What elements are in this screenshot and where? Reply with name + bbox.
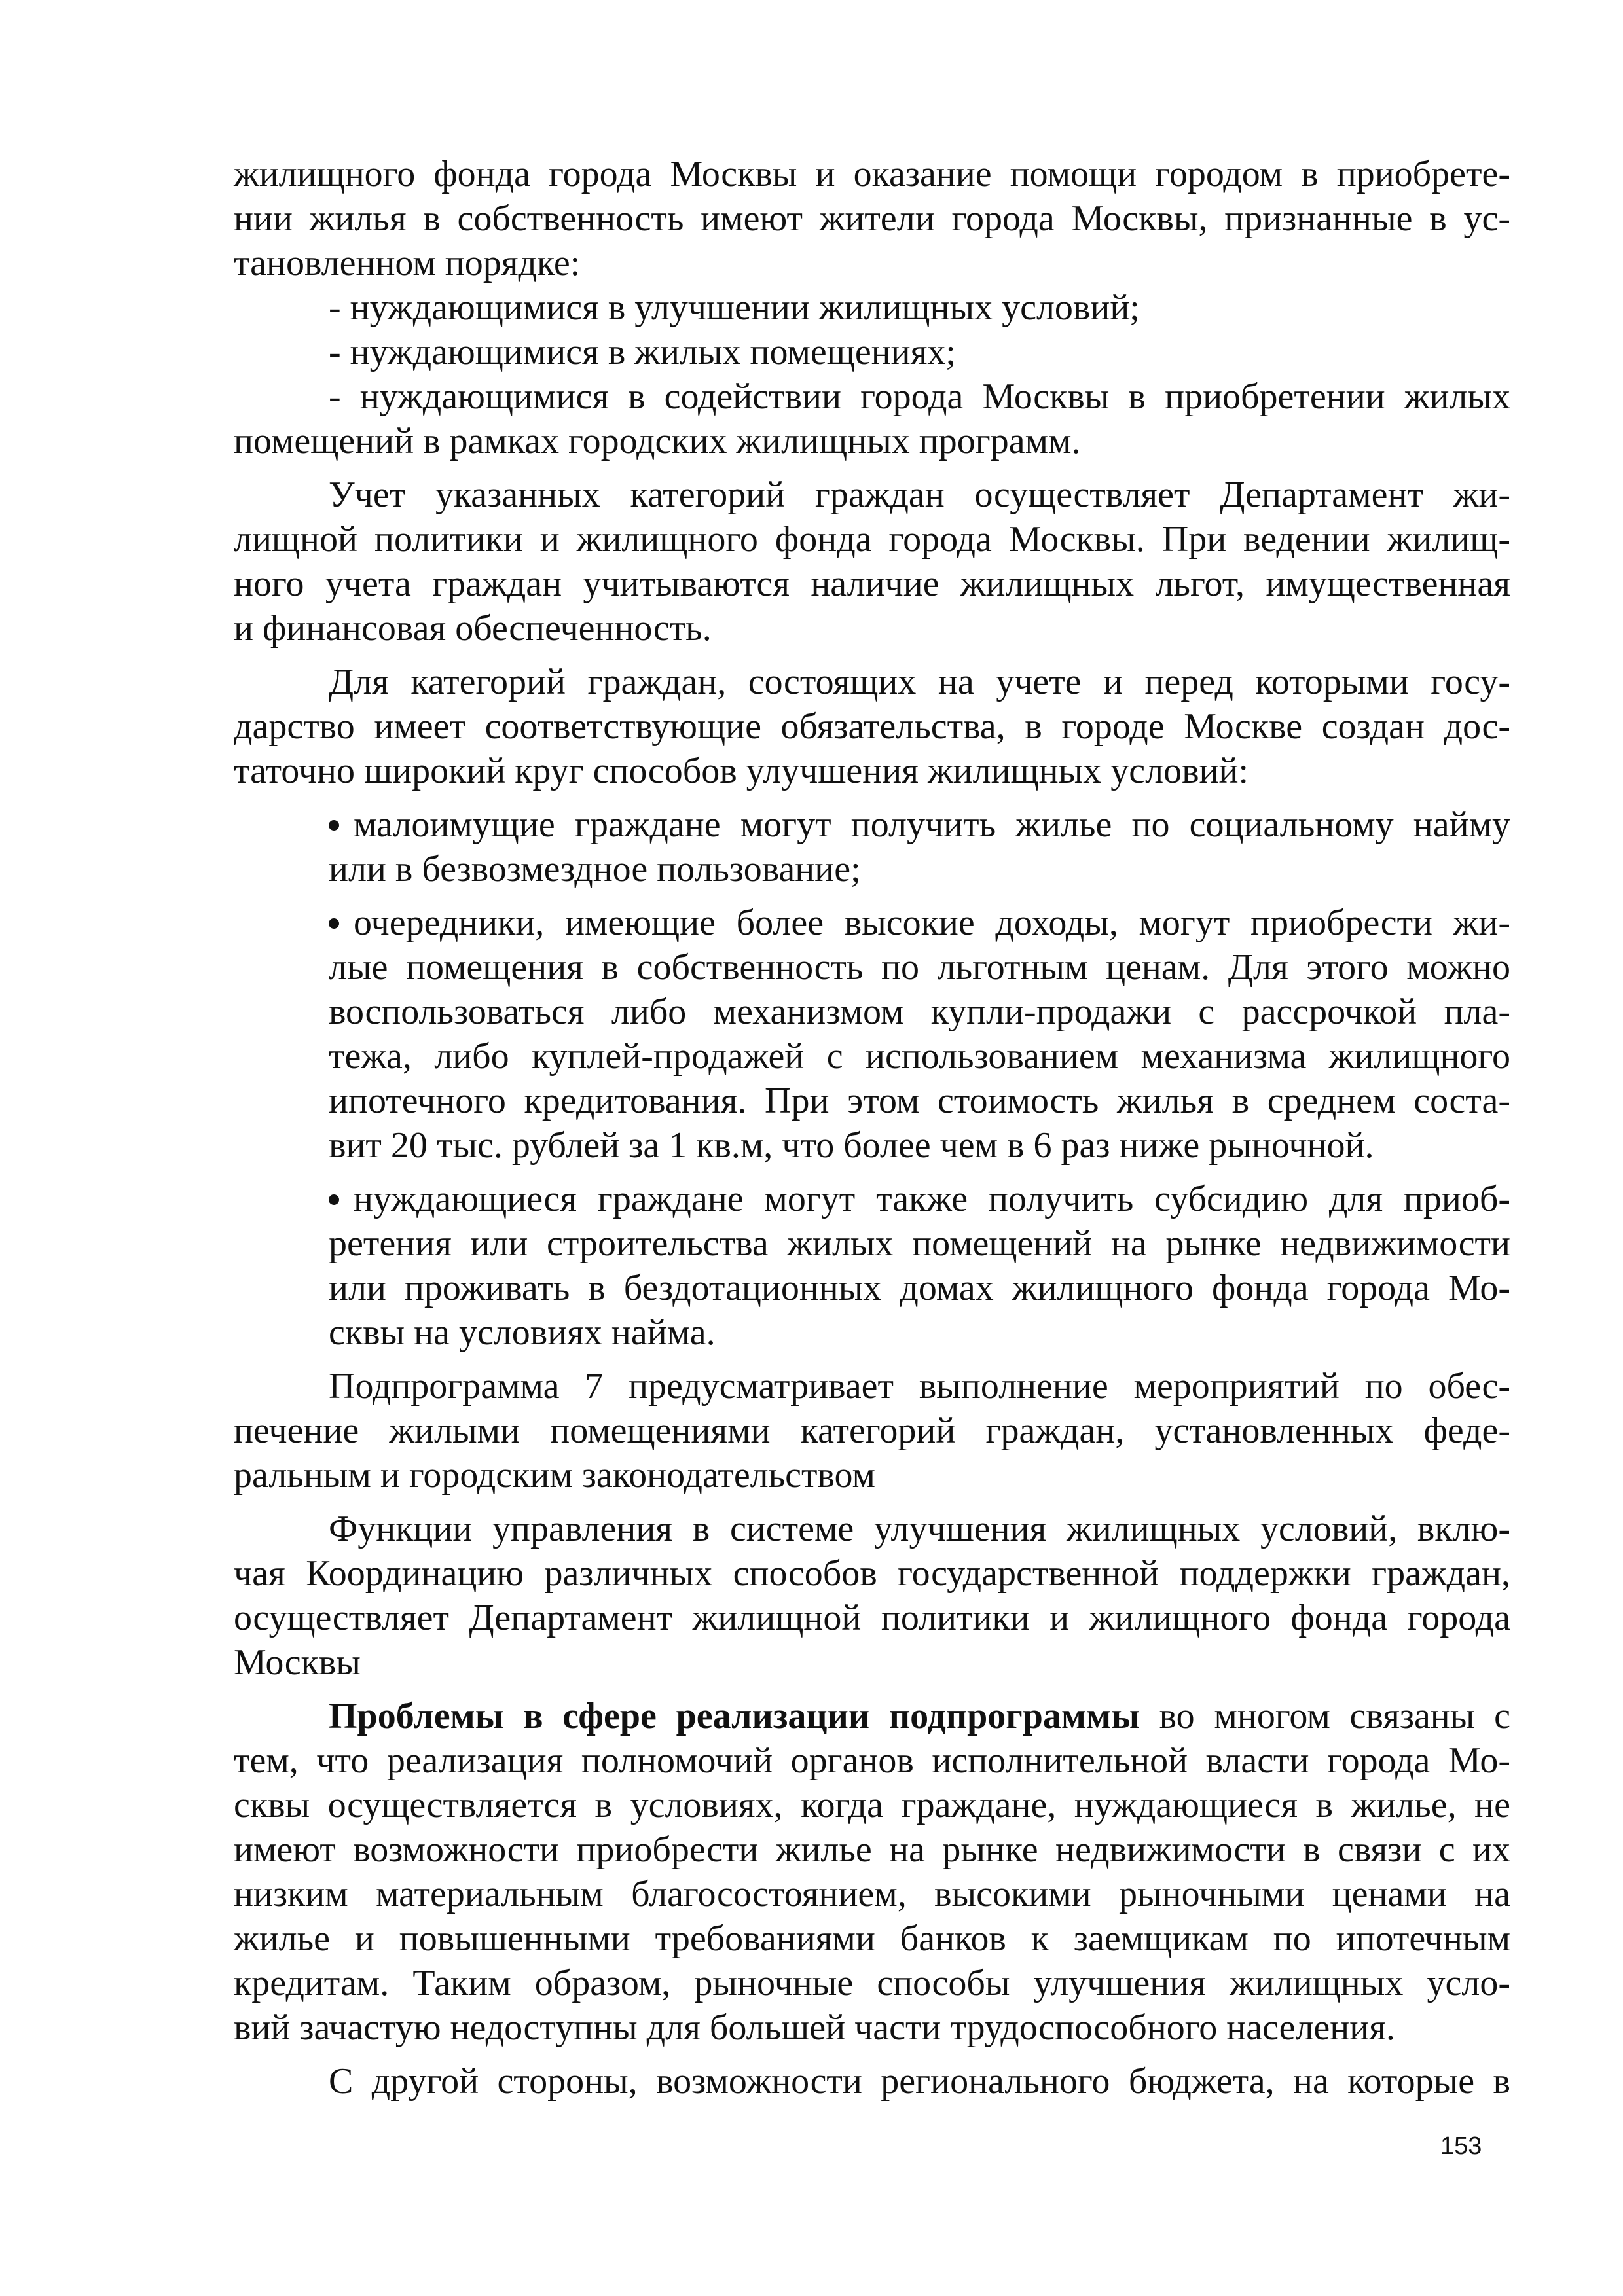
dash-list-item bbox=[234, 374, 1510, 463]
text-line: кредитам. Таким образом, рыночные способы улучшения жилищных усло- bbox=[234, 1963, 1510, 2003]
text-line: тановленном порядке: bbox=[234, 243, 581, 283]
text-line: - нуждающимися в улучшении жилищных условий; bbox=[329, 287, 1140, 328]
paragraph bbox=[234, 473, 1510, 651]
text-line: Москвы bbox=[234, 1642, 361, 1683]
text-line: имеют возможности приобрести жилье на рынке недвижимости в связи с их bbox=[234, 1829, 1510, 1870]
text-line: сквы на условиях найма. bbox=[329, 1312, 716, 1353]
text-line: тем, что реализация полномочий органов исполнительной власти города Мо- bbox=[234, 1740, 1510, 1781]
paragraph bbox=[234, 152, 1510, 285]
paragraph bbox=[234, 1694, 1510, 2050]
text-line: Подпрограмма 7 предусматривает выполнение мероприятий по обес- bbox=[329, 1366, 1510, 1407]
text-line: лые помещения в собственность по льготным ценам. Для этого можно bbox=[329, 947, 1510, 988]
text-run: во многом связаны с bbox=[1139, 1696, 1510, 1736]
text-line: осуществляет Департамент жилищной политики и жилищного фонда города bbox=[234, 1598, 1510, 1638]
text-line: помещений в рамках городских жилищных программ. bbox=[234, 421, 1081, 461]
bullet-icon bbox=[329, 918, 339, 929]
text-line bbox=[234, 1694, 1510, 1738]
text-line: лищной политики и жилищного фонда города Москвы. При ведении жилищ- bbox=[234, 519, 1510, 560]
text-line: таточно широкий круг способов улучшения жилищных условий: bbox=[234, 751, 1249, 791]
text-line bbox=[234, 802, 1510, 847]
bold-lead: Проблемы в сфере реализации подпрограммы bbox=[329, 1696, 1140, 1736]
text-line: сквы осуществляется в условиях, когда граждане, нуждающиеся в жилье, не bbox=[234, 1785, 1510, 1825]
text-line: ипотечного кредитования. При этом стоимость жилья в среднем соста- bbox=[329, 1081, 1510, 1121]
document-page bbox=[234, 152, 1510, 2104]
text-line: низким материальным благосостоянием, высокими рыночными ценами на bbox=[234, 1874, 1510, 1914]
paragraph bbox=[234, 660, 1510, 793]
text-line: ного учета граждан учитываются наличие жилищных льгот, имущественная bbox=[234, 564, 1510, 604]
paragraph bbox=[234, 1364, 1510, 1498]
bullet-icon bbox=[329, 1194, 339, 1205]
dash-list-item bbox=[234, 285, 1510, 330]
text-line bbox=[234, 1177, 1510, 1221]
paragraph bbox=[234, 1507, 1510, 1685]
text-line: чая Координацию различных способов государственной поддержки граждан, bbox=[234, 1553, 1510, 1594]
text-line: жилищного фонда города Москвы и оказание помощи городом в приобрете- bbox=[234, 154, 1510, 194]
bullet-item bbox=[234, 901, 1510, 1168]
text-line: Функции управления в системе улучшения жилищных условий, вклю- bbox=[329, 1509, 1510, 1549]
paragraph bbox=[234, 2059, 1510, 2104]
bullet-text: очередники, имеющие более высокие доходы, могут приобрести жи- bbox=[354, 903, 1510, 943]
text-line: жилье и повышенными требованиями банков к заемщикам по ипотечным bbox=[234, 1918, 1510, 1959]
text-line: нии жилья в собственность имеют жители города Москвы, признанные в ус- bbox=[234, 198, 1510, 239]
bullet-item bbox=[234, 802, 1510, 891]
text-line: ральным и городским законодательством bbox=[234, 1455, 875, 1496]
text-line: ретения или строительства жилых помещений на рынке недвижимости bbox=[329, 1223, 1510, 1264]
text-line: - нуждающимися в жилых помещениях; bbox=[329, 332, 956, 372]
text-line: С другой стороны, возможности регионального бюджета, на которые в bbox=[329, 2061, 1510, 2102]
text-line: вий зачастую недоступны для большей части трудоспособного населения. bbox=[234, 2007, 1395, 2048]
text-line: тежа, либо куплей-продажей с использованием механизма жилищного bbox=[329, 1036, 1510, 1077]
text-line: - нуждающимися в содействии города Москвы в приобретении жилых bbox=[329, 376, 1510, 417]
page-number: 153 bbox=[1440, 2132, 1482, 2160]
text-line: Для категорий граждан, состоящих на учете и перед которыми госу- bbox=[329, 662, 1510, 702]
text-line: печение жилыми помещениями категорий граждан, установленных феде- bbox=[234, 1410, 1510, 1451]
bullet-text: нуждающиеся граждане могут также получить субсидию для приоб- bbox=[354, 1179, 1510, 1219]
text-line: дарство имеет соответствующие обязательства, в городе Москве создан дос- bbox=[234, 706, 1510, 747]
bullet-text: малоимущие граждане могут получить жилье по социальному найму bbox=[354, 804, 1510, 845]
text-line: вит 20 тыс. рублей за 1 кв.м, что более чем в 6 раз ниже рыночной. bbox=[329, 1125, 1374, 1166]
text-line: Учет указанных категорий граждан осуществляет Департамент жи- bbox=[329, 475, 1510, 515]
text-line: или в безвозмездное пользование; bbox=[329, 849, 861, 889]
text-line: воспользоваться либо механизмом купли-продажи с рассрочкой пла- bbox=[329, 992, 1510, 1032]
text-line: и финансовая обеспеченность. bbox=[234, 608, 712, 649]
bullet-item bbox=[234, 1177, 1510, 1355]
bullet-icon bbox=[329, 820, 339, 831]
text-line bbox=[234, 901, 1510, 945]
dash-list-item bbox=[234, 330, 1510, 374]
text-line: или проживать в бездотационных домах жилищного фонда города Мо- bbox=[329, 1268, 1510, 1308]
